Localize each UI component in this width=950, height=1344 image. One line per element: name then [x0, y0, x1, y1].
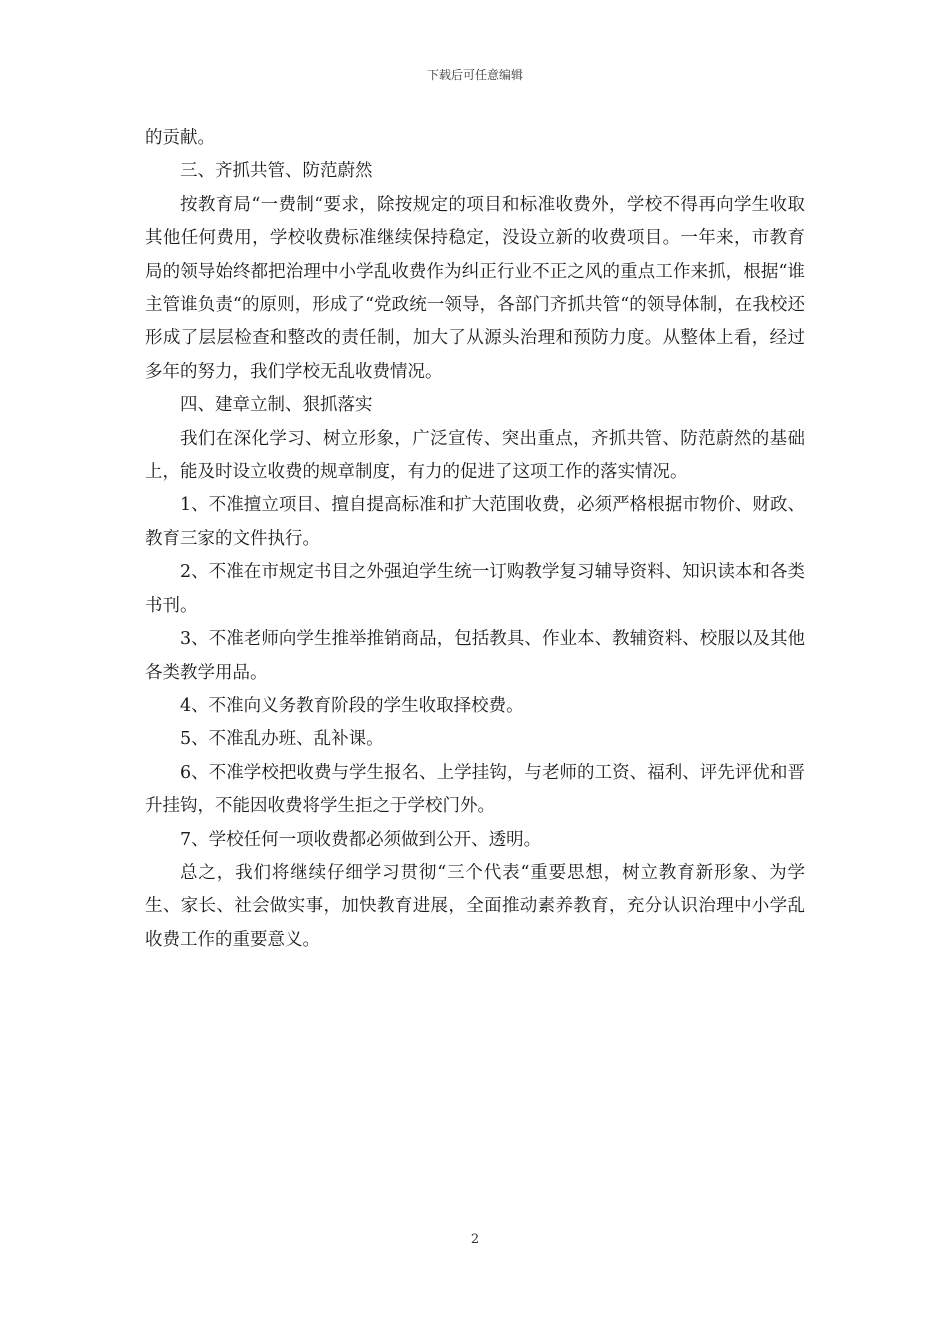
paragraph-5: 我们在深化学习、树立形象，广泛宣传、突出重点，齐抓共管、防范蔚然的基础上，能及时设立收费的规章制度，有力的促进了这项工作的落实情况。: [145, 428, 805, 483]
document-body: [145, 122, 805, 957]
rule-item-1: 1、不准擅立项目、擅自提高标准和扩大范围收费，必须严格根据市物价、财政、教育三家的文件执行。: [145, 495, 805, 549]
section-heading-3: 三、齐抓共管、防范蔚然: [180, 161, 373, 182]
conclusion-paragraph: 总之，我们将继续仔细学习贯彻“三个代表“重要思想，树立教育新形象、为学生、家长、社会做实事，加快教育进展，全面推动素养教育，充分认识治理中小学乱收费工作的重要意义。: [145, 862, 805, 950]
rule-item-2: 2、不准在市规定书目之外强迫学生统一订购教学复习辅导资料、知识读本和各类书刊。: [145, 562, 805, 616]
section-heading-4: 四、建章立制、狠抓落实: [180, 395, 373, 416]
page-number: 2: [470, 1232, 480, 1247]
rule-item-3: 3、不准老师向学生推举推销商品，包括教具、作业本、教辅资料、校服以及其他各类教学用品。: [145, 629, 805, 683]
page-header: 下载后可任意编辑: [426, 68, 523, 82]
rule-item-4: 4、不准向义务教育阶段的学生收取择校费。: [180, 695, 524, 716]
paragraph-1: 的贡献。: [145, 128, 215, 148]
rule-item-6: 6、不准学校把收费与学生报名、上学挂钩，与老师的工资、福利、评先评优和晋升挂钩，不能因收费将学生拒之于学校门外。: [145, 762, 805, 817]
rule-item-7: 7、学校任何一项收费都必须做到公开、透明。: [180, 829, 542, 850]
rule-item-5: 5、不准乱办班、乱补课。: [180, 729, 384, 750]
paragraph-3: 按教育局“一费制“要求，除按规定的项目和标准收费外，学校不得再向学生收取其他任何费用，学校收费标准继续保持稳定，没设立新的收费项目。一年来，市教育局的领导始终都把治理中小学乱收费作为纠正行业不正之风的重点工作来抓，根据“谁主管谁负责“的原则，形成了“党政统一领导，各部门齐抓共管“的领导体制，在我校还形成了层层检查和整改的责任制，加大了从源头治理和预防力度。从整体上看，经过多年的努力，我们学校无乱收费情况。: [145, 194, 805, 382]
